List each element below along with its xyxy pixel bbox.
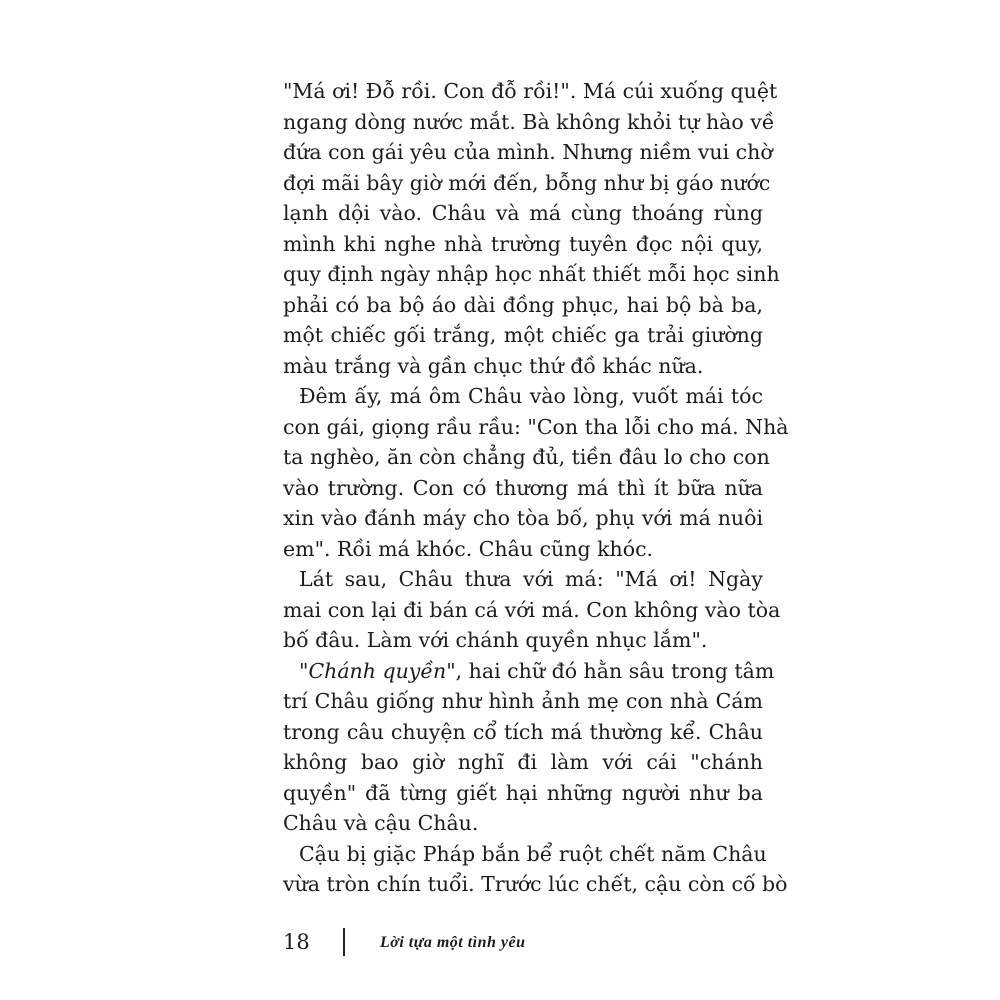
text-line: Cậu bị giặc Pháp bắn bể ruột chết năm Châu: [299, 841, 767, 866]
text-line: phải có ba bộ áo dài đồng phục, hai bộ bà ba,: [283, 292, 763, 317]
text-line: Châu và cậu Châu.: [283, 811, 479, 835]
italic-phrase: Chánh quyền: [308, 658, 447, 683]
text-line: "Má ơi! Đỗ rồi. Con đỗ rồi!". Má cúi xuống quệt: [283, 79, 778, 103]
text-line: ta nghèo, ăn còn chẳng đủ, tiền đâu lo cho con: [283, 445, 770, 469]
text-line: con gái, giọng rầu rầu: "Con tha lỗi cho má. Nhà: [283, 414, 789, 439]
page-number: 18: [283, 930, 310, 954]
paragraph: [283, 564, 781, 656]
text-line: đứa con gái yêu của mình. Nhưng niềm vui chờ: [283, 140, 773, 164]
text-line: em". Rồi má khóc. Châu cũng khóc.: [283, 536, 654, 561]
text-line: không bao giờ nghĩ đi làm với cái "chánh: [283, 750, 763, 774]
text-line: ngang dòng nước mắt. Bà không khỏi tự hào về: [283, 109, 775, 134]
text-line: quy định ngày nhập học nhất thiết mỗi học sinh: [283, 262, 780, 286]
footer-divider: [343, 928, 345, 956]
text-line-rest: ", hai chữ đó hằn sâu trong tâm: [446, 658, 775, 683]
text-line: bố đâu. Làm với chánh quyền nhục lắm".: [283, 628, 708, 652]
paragraph: [283, 839, 788, 900]
text-line: xin vào đánh máy cho tòa bố, phụ với má nuôi: [283, 506, 763, 530]
text-line: [283, 656, 775, 687]
open-quote: ": [299, 658, 309, 683]
body-text: [283, 76, 789, 900]
text-line: lạnh dội vào. Châu và má cùng thoáng rùng: [283, 201, 763, 225]
text-line: Lát sau, Châu thưa với má: "Má ơi! Ngày: [299, 567, 763, 591]
text-line: vào trường. Con có thương má thì ít bữa nữa: [283, 475, 763, 500]
text-line: mai con lại đi bán cá với má. Con không vào tòa: [283, 597, 781, 622]
text-line: Đêm ấy, má ôm Châu vào lòng, vuốt mái tóc: [299, 384, 763, 408]
page-footer: [283, 926, 763, 960]
text-line: vừa tròn chín tuổi. Trước lúc chết, cậu còn cố bò: [283, 872, 788, 896]
text-line: mình khi nghe nhà trường tuyên đọc nội quy,: [283, 231, 763, 256]
paragraph: [283, 656, 775, 839]
running-title: Lời tựa một tình yêu: [380, 934, 526, 951]
paragraph: [283, 76, 780, 381]
text-line: trí Châu giống như hình ảnh mẹ con nhà Cám: [283, 689, 763, 713]
text-line: màu trắng và gần chục thứ đồ khác nữa.: [283, 353, 704, 378]
text-line: một chiếc gối trắng, một chiếc ga trải giường: [283, 323, 763, 347]
text-line: trong câu chuyện cổ tích má thường kể. Châu: [283, 719, 763, 744]
text-line: quyền" đã từng giết hại những người như ba: [283, 780, 763, 805]
paragraph: [283, 381, 789, 564]
text-line: đợi mãi bây giờ mới đến, bỗng như bị gáo nước: [283, 170, 771, 195]
